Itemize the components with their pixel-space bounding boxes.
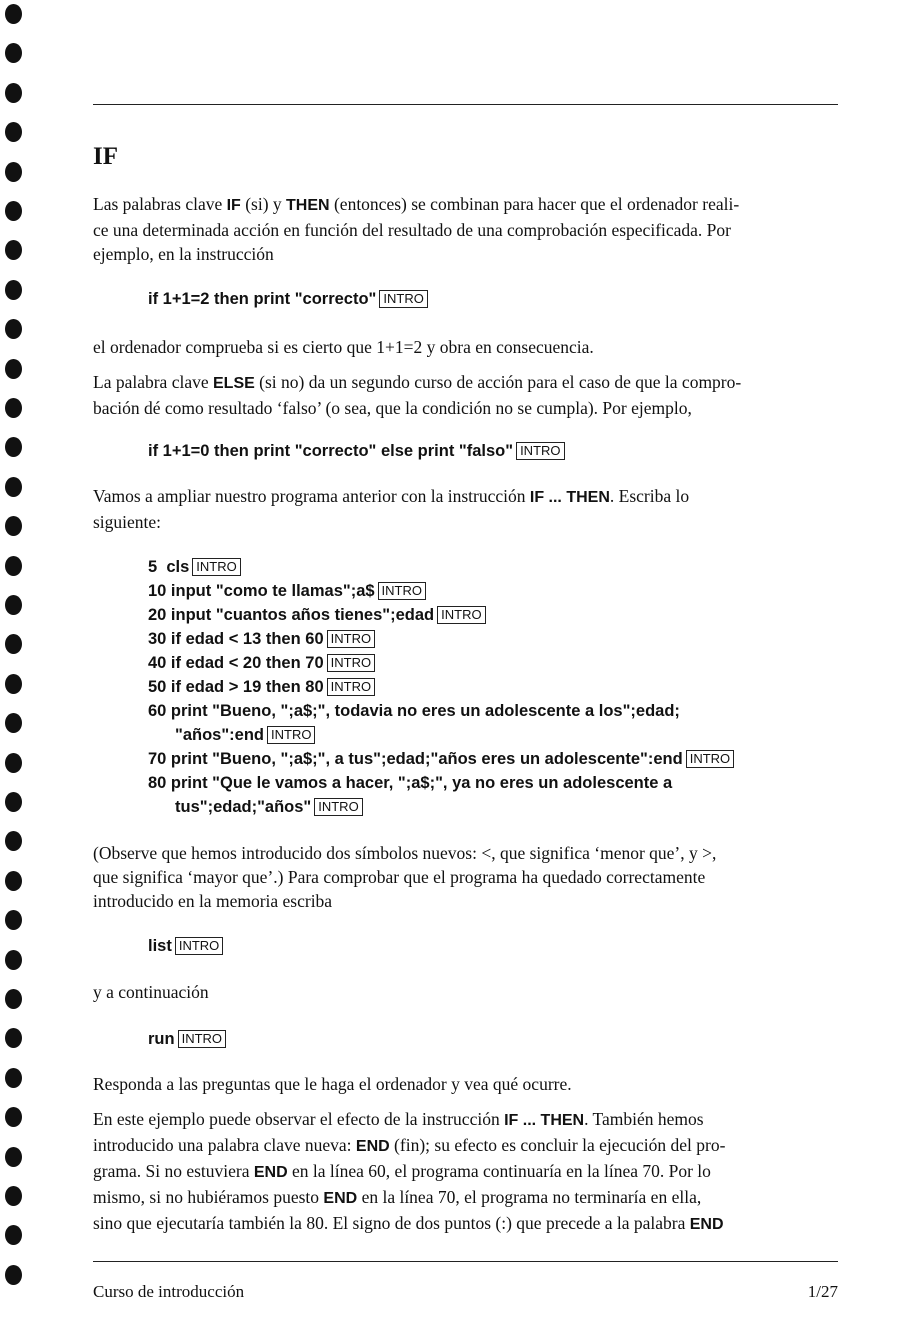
binder-hole [5, 201, 22, 221]
binder-hole [5, 1147, 22, 1167]
keyword: END [253, 1164, 288, 1181]
text-line: grama. Si no estuviera END en la línea 60, el programa continuaría en la línea 70. Por lo [93, 1161, 711, 1181]
intro-key-icon: INTRO [327, 630, 375, 648]
paragraph-program-intro [93, 484, 838, 534]
intro-key-icon: INTRO [192, 558, 240, 576]
example-else [148, 439, 565, 463]
intro-key-icon: INTRO [314, 798, 362, 816]
keyword: END [355, 1138, 390, 1155]
binder-hole [5, 437, 22, 457]
binder-hole [5, 1068, 22, 1088]
binder-hole [5, 634, 22, 654]
binder-hole [5, 989, 22, 1009]
binder-hole [5, 280, 22, 300]
text-line: bación dé como resultado ‘falso’ (o sea, que la condición no se cumpla). Por ejemplo, [93, 398, 692, 418]
text-line: y a continuación [93, 982, 209, 1002]
text-line: En este ejemplo puede observar el efecto de la instrucción IF ... THEN. También hemos [93, 1109, 704, 1129]
binder-hole [5, 162, 22, 182]
binder-hole [5, 595, 22, 615]
intro-key-icon: INTRO [175, 937, 223, 955]
top-rule [93, 104, 838, 105]
binder-hole [5, 398, 22, 418]
program-line: tus";edad;"años" INTRO [148, 795, 734, 819]
text-line: el ordenador comprueba si es cierto que 1+1=2 y obra en consecuencia. [93, 337, 594, 357]
code-text: run [148, 1030, 175, 1048]
binder-hole [5, 831, 22, 851]
intro-key-icon: INTRO [516, 442, 564, 460]
keyword: IF [226, 197, 241, 214]
paragraph-then [93, 980, 838, 1004]
intro-key-icon: INTRO [327, 678, 375, 696]
text-line: La palabra clave ELSE (si no) da un segundo curso de acción para el caso de que la compro- [93, 372, 742, 392]
text-line: mismo, si no hubiéramos puesto END en la línea 70, el programa no terminaría en ella, [93, 1187, 702, 1207]
keyword: ELSE [213, 375, 255, 392]
program-line: "años":end INTRO [148, 723, 734, 747]
program-line: 40 if edad < 20 then 70 INTRO [148, 651, 734, 675]
text-line: ce una determinada acción en función del resultado de una comprobación especificada. Por [93, 220, 731, 240]
text-line: introducido una palabra clave nueva: END (fin); su efecto es concluir la ejecución del pro- [93, 1135, 726, 1155]
text-line: que significa ‘mayor que’.) Para comprobar que el programa ha quedado correctamente [93, 867, 706, 887]
program-line: 60 print "Bueno, ";a$;", todavia no eres un adolescente a los";edad; [148, 702, 680, 720]
example-if [148, 287, 428, 311]
keyword: END [323, 1190, 358, 1207]
binder-hole [5, 516, 22, 536]
intro-key-icon: INTRO [686, 750, 734, 768]
footer-title: Curso de introducción [93, 1282, 245, 1301]
bottom-rule [93, 1261, 838, 1262]
text-line: Responda a las preguntas que le haga el ordenador y vea qué ocurre. [93, 1074, 572, 1094]
intro-key-icon: INTRO [178, 1030, 226, 1048]
binder-hole [5, 713, 22, 733]
binder-hole [5, 122, 22, 142]
binder-hole [5, 1186, 22, 1206]
program-line: 50 if edad > 19 then 80 INTRO [148, 675, 734, 699]
paragraph-else [93, 370, 838, 420]
intro-key-icon: INTRO [379, 290, 427, 308]
binder-hole [5, 240, 22, 260]
keyword: THEN [286, 197, 330, 214]
binder-hole [5, 556, 22, 576]
binder-hole [5, 1107, 22, 1127]
program-listing [148, 555, 734, 819]
text-line: sino que ejecutaría también la 80. El signo de dos puntos (:) que precede a la palabra END [93, 1213, 724, 1233]
binder-hole [5, 319, 22, 339]
binder-hole [5, 674, 22, 694]
program-line: 5 cls INTRO [148, 555, 734, 579]
binder-hole [5, 1028, 22, 1048]
code-text: list [148, 937, 172, 955]
code-text: if 1+1=0 then print "correcto" else print "falso" [148, 442, 514, 460]
keyword: IF ... THEN [504, 1112, 585, 1129]
binder-hole [5, 359, 22, 379]
page-number: 1/27 [807, 1282, 838, 1301]
paragraph-answer [93, 1072, 838, 1096]
program-line: 80 print "Que le vamos a hacer, ";a$;", ya no eres un adolescente a [148, 774, 673, 792]
binder-hole [5, 83, 22, 103]
paragraph-check [93, 335, 838, 359]
paragraph-symbols [93, 841, 838, 913]
binder-hole [5, 792, 22, 812]
text-line: (Observe que hemos introducido dos símbolos nuevos: <, que significa ‘menor que’, y >, [93, 843, 717, 863]
binder-hole [5, 910, 22, 930]
paragraph-intro [93, 192, 838, 266]
binder-hole [5, 477, 22, 497]
intro-key-icon: INTRO [267, 726, 315, 744]
binder-hole [5, 43, 22, 63]
program-line: 30 if edad < 13 then 60 INTRO [148, 627, 734, 651]
intro-key-icon: INTRO [327, 654, 375, 672]
code-text: if 1+1=2 then print "correcto" [148, 290, 377, 308]
keyword: IF ... THEN [529, 489, 610, 506]
binder-hole [5, 4, 22, 24]
paragraph-end [93, 1107, 838, 1237]
program-line: 20 input "cuantos años tienes";edad INTRO [148, 603, 734, 627]
text-line: ejemplo, en la instrucción [93, 244, 274, 264]
intro-key-icon: INTRO [378, 582, 426, 600]
binder-hole [5, 950, 22, 970]
example-run [148, 1027, 226, 1051]
text-line: siguiente: [93, 512, 162, 532]
text-line: Las palabras clave IF (si) y THEN (entonces) se combinan para hacer que el ordenador reali- [93, 194, 740, 214]
binder-hole [5, 871, 22, 891]
keyword: END [689, 1216, 724, 1233]
text-line: introducido en la memoria escriba [93, 891, 333, 911]
binder-hole [5, 1225, 22, 1245]
program-line: 10 input "como te llamas";a$ INTRO [148, 579, 734, 603]
section-heading: IF [93, 143, 118, 170]
intro-key-icon: INTRO [437, 606, 485, 624]
text-line: Vamos a ampliar nuestro programa anterior con la instrucción IF ... THEN. Escriba lo [93, 486, 690, 506]
binder-hole [5, 753, 22, 773]
program-line: 70 print "Bueno, ";a$;", a tus";edad;"años eres un adolescente":end INTRO [148, 747, 734, 771]
binder-holes [0, 0, 30, 1334]
binder-hole [5, 1265, 22, 1285]
example-list [148, 934, 223, 958]
